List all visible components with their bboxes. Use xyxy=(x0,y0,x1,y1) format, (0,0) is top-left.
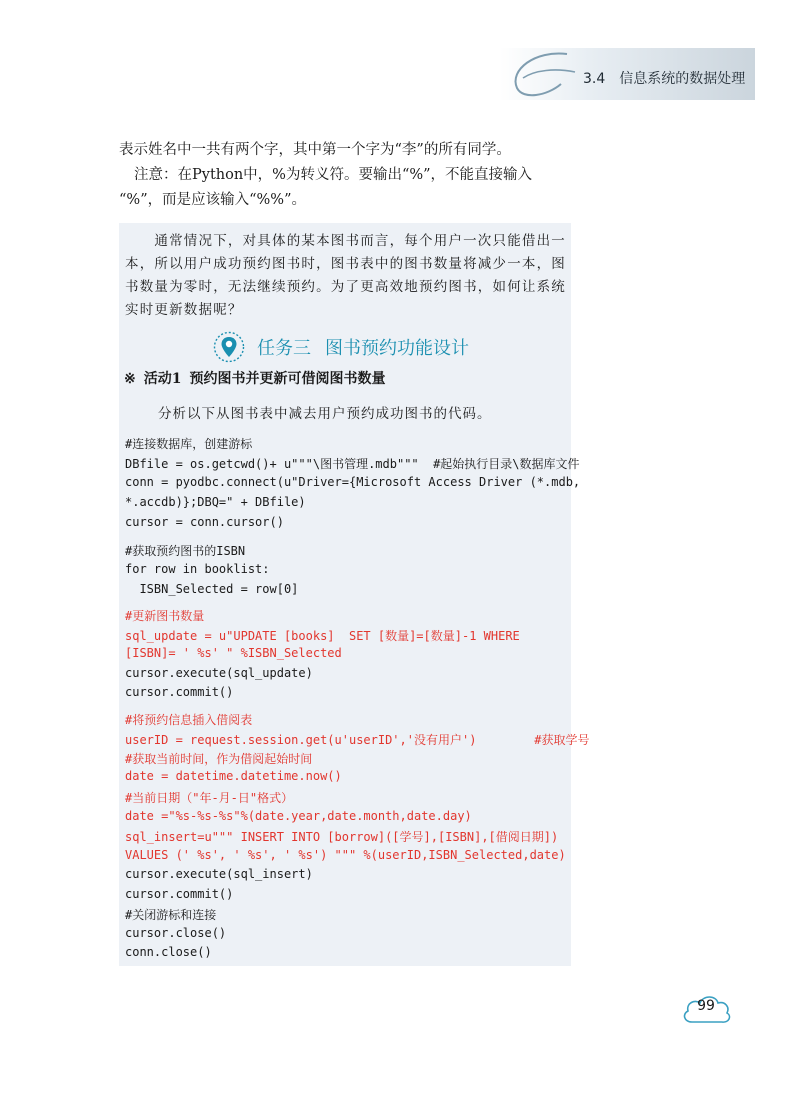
code-line: cursor.close() xyxy=(125,926,227,940)
code-line: DBfile = os.getcwd()+ u"""\图书管理.mdb""" #起始执行目录\数据库文件 xyxy=(125,457,580,471)
page-number: 99 xyxy=(697,998,715,1014)
code-line: userID = request.session.get(u'userID','没有用户') #获取学号 xyxy=(125,733,590,747)
code-line: cursor.execute(sql_insert) xyxy=(125,867,313,881)
task-heading xyxy=(213,330,469,364)
intro-line: 通常情况下，对具体的某本图书而言，每个用户一次只能借出一 xyxy=(125,233,566,249)
analysis-text: 分析以下从图书表中减去用户预约成功图书的代码。 xyxy=(158,406,492,422)
code-line: VALUES (' %s', ' %s', ' %s') """ %(userID,ISBN_Selected,date) xyxy=(125,848,566,862)
location-pin-icon xyxy=(213,331,245,363)
activity-label: 活动1 xyxy=(143,371,182,387)
swoosh-logo-icon xyxy=(505,48,585,104)
code-line: #更新图书数量 xyxy=(125,609,205,623)
task-label: 任务三 xyxy=(257,338,311,359)
code-line: date = datetime.datetime.now() xyxy=(125,769,342,783)
code-line: #连接数据库，创建游标 xyxy=(125,437,253,451)
box-intro-paragraph xyxy=(125,230,567,322)
code-line: [ISBN]= ' %s' " %ISBN_Selected xyxy=(125,646,342,660)
intro-line: 实时更新数据呢？ xyxy=(125,302,243,318)
body-paragraph-line: 表示姓名中一共有两个字，其中第一个字为“李”的所有同学。 xyxy=(119,142,511,158)
code-line: ISBN_Selected = row[0] xyxy=(125,582,299,596)
code-line: conn = pyodbc.connect(u"Driver={Microsoft Access Driver (*.mdb, xyxy=(125,475,581,489)
code-line: sql_update = u"UPDATE [books] SET [数量]=[数量]-1 WHERE xyxy=(125,629,520,643)
task-title xyxy=(257,334,469,360)
activity-title: 预约图书并更新可借阅图书数量 xyxy=(189,371,386,387)
code-line: conn.close() xyxy=(125,945,212,959)
code-line: #获取预约图书的ISBN xyxy=(125,544,246,558)
intro-line: 书数量为零时，无法继续预约。为了更高效地预约图书，如何让系统 xyxy=(125,279,566,295)
code-line: cursor.commit() xyxy=(125,887,234,901)
code-line: cursor.execute(sql_update) xyxy=(125,666,313,680)
code-line: #将预约信息插入借阅表 xyxy=(125,713,253,727)
code-line: #获取当前时间，作为借阅起始时间 xyxy=(125,752,313,766)
activity-heading xyxy=(124,368,385,388)
reference-mark: ※ xyxy=(124,371,136,387)
code-line: #当前日期（"年-月-日"格式） xyxy=(125,791,294,805)
code-line: #关闭游标和连接 xyxy=(125,908,217,922)
code-line: sql_insert=u""" INSERT INTO [borrow]([学号],[ISBN],[借阅日期]) xyxy=(125,830,559,844)
code-line: for row in booklist: xyxy=(125,562,270,576)
intro-line: 本，所以用户成功预约图书时，图书表中的图书数量将减少一本，图 xyxy=(125,256,566,272)
code-line: date ="%s-%s-%s"%(date.year,date.month,date.day) xyxy=(125,809,472,823)
note-paragraph-line: 注意：在Python中，%为转义符。要输出“%”，不能直接输入 xyxy=(134,167,533,183)
note-paragraph-line: “%”，而是应该输入“%%”。 xyxy=(119,192,306,208)
code-line: *.accdb)};DBQ=" + DBfile) xyxy=(125,495,306,509)
chapter-title: 3.4 信息系统的数据处理 xyxy=(583,71,746,87)
task-name: 图书预约功能设计 xyxy=(325,338,469,359)
code-line: cursor.commit() xyxy=(125,685,234,699)
code-line: cursor = conn.cursor() xyxy=(125,515,284,529)
